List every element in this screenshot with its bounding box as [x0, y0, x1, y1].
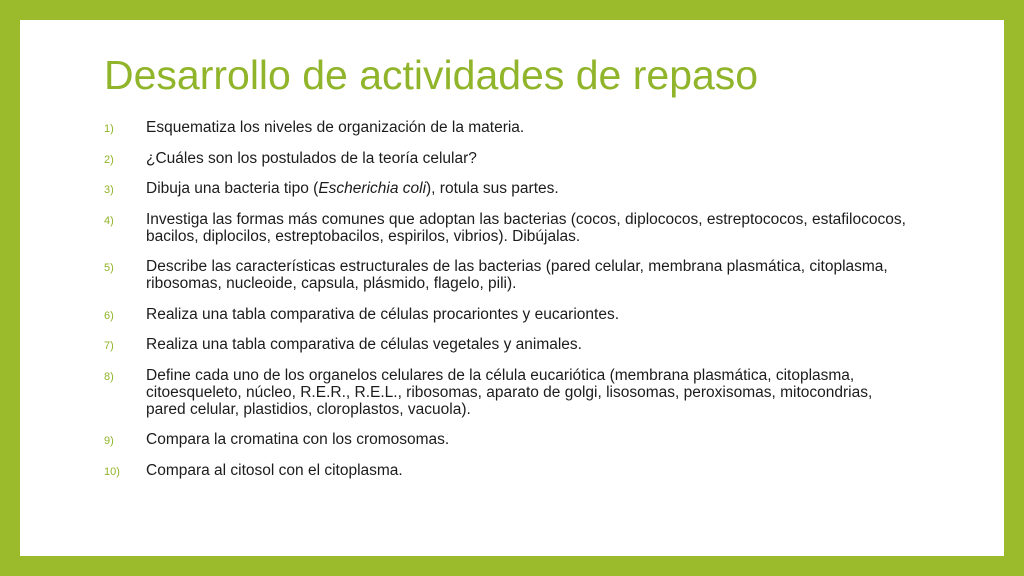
list-item-text [146, 180, 559, 197]
list-item-number: 4) [104, 214, 114, 227]
list-item-text: ¿Cuáles son los postulados de la teoría celular? [146, 149, 477, 167]
list-item [104, 150, 914, 167]
list-item-text: Define cada uno de los organelos celulares de la célula eucariótica (membrana plasmática, citoplasma, citoesqueleto, núcleo, R.E.R., R.E.L., ribosomas, aparato de golgi, lisosomas, peroxisomas, mitocondrias, pared celular, plastidios, cloroplastos, vacuola). [146, 366, 873, 418]
list-item-text: Investiga las formas más comunes que adoptan las bacterias (cocos, diplococos, estreptococos, estafilococos, bacilos, diplocilos, estreptobacilos, espirilos, vibrios). Dibújalas. [146, 210, 906, 245]
list-item [104, 119, 914, 136]
list-item-number: 9) [104, 435, 114, 447]
list-item-number: 1) [104, 123, 114, 135]
list-item-number: 2) [104, 153, 114, 166]
list-item [104, 258, 914, 292]
list-item-text-after: ), rotula sus partes. [426, 180, 559, 197]
list-item [104, 306, 914, 323]
list-item [104, 180, 914, 197]
list-item [104, 431, 914, 448]
list-item [104, 367, 914, 418]
species-name: Escherichia coli [318, 180, 427, 197]
list-item-text: Describe las características estructurales de las bacterias (pared celular, membrana plasmática, citoplasma, ribosomas, nucleoide, capsula, plásmido, flagelo, pili). [146, 258, 888, 292]
list-item-text: Realiza una tabla comparativa de células vegetales y animales. [146, 336, 582, 353]
list-item-number: 3) [104, 184, 114, 196]
slide-title: Desarrollo de actividades de repaso [104, 52, 759, 98]
activity-list [104, 119, 914, 492]
list-item-number: 8) [104, 370, 114, 383]
list-item-number: 10) [104, 465, 120, 478]
list-item-text: Esquematiza los niveles de organización de la materia. [146, 119, 525, 136]
list-item-text-before: Dibuja una bacteria tipo ( [146, 180, 319, 197]
list-item-text: Compara al citosol con el citoplasma. [146, 461, 403, 479]
list-item-text: Realiza una tabla comparativa de células procariontes y eucariontes. [146, 305, 620, 323]
list-item [104, 462, 914, 479]
list-item [104, 336, 914, 353]
list-item-number: 5) [104, 262, 114, 274]
list-item-number: 7) [104, 340, 114, 352]
list-item-text: Compara la cromatina con los cromosomas. [146, 431, 450, 448]
list-item-number: 6) [104, 309, 114, 322]
slide [20, 20, 1004, 556]
list-item [104, 211, 914, 245]
